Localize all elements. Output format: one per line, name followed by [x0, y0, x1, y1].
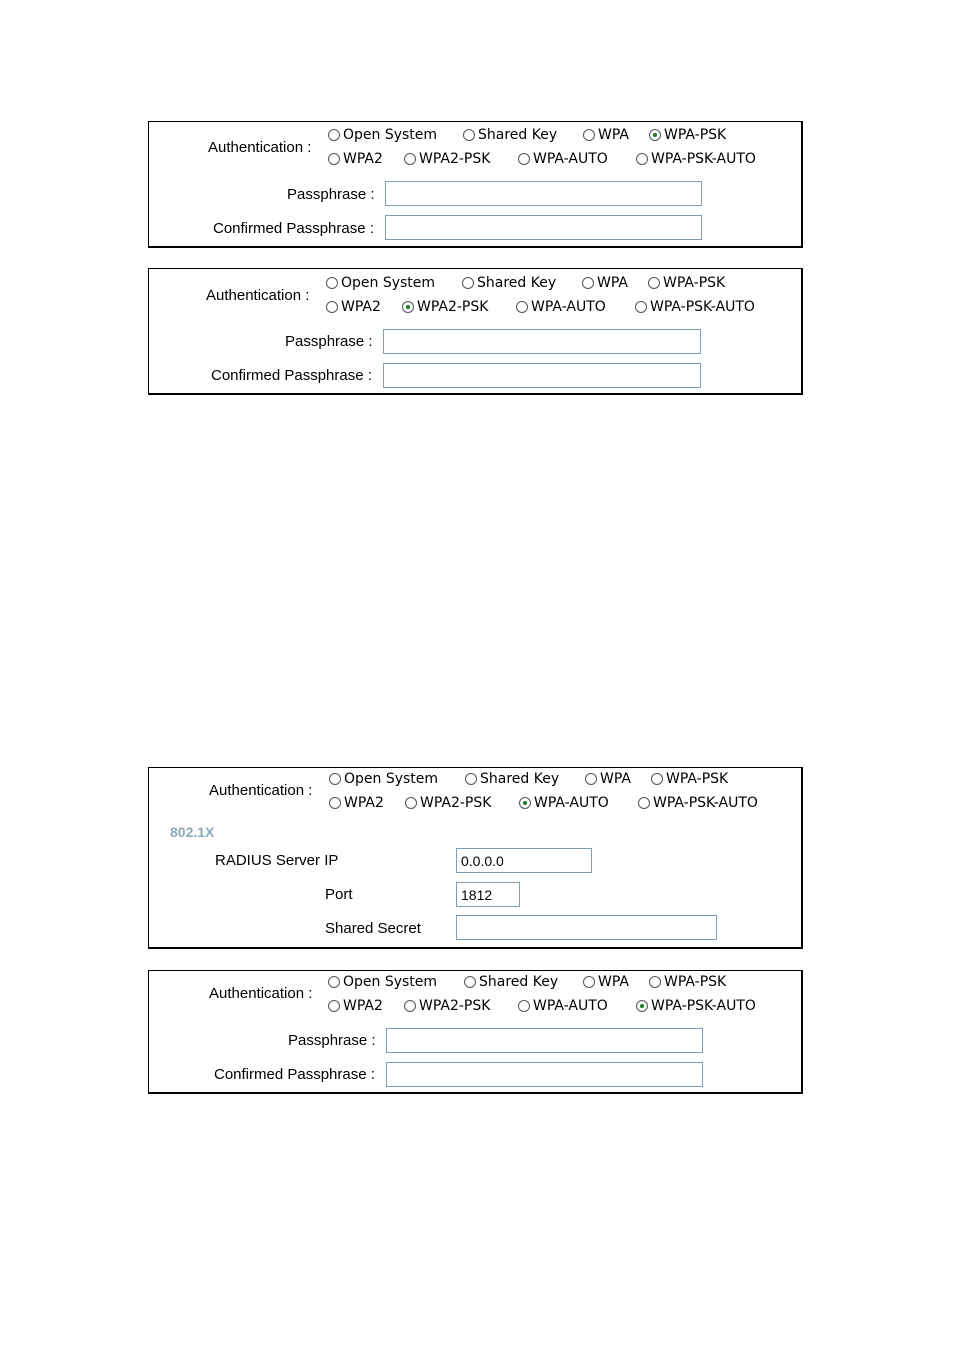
radio-wpa-auto[interactable]: WPA-AUTO [518, 998, 608, 1014]
radio-selected-icon [636, 1000, 648, 1012]
radio-icon [638, 797, 650, 809]
radio-wpa[interactable]: WPA [583, 974, 629, 990]
radio-icon [583, 976, 595, 988]
radio-wpa-psk[interactable]: WPA-PSK [651, 771, 728, 787]
radio-wpa-psk-auto[interactable]: WPA-PSK-AUTO [635, 299, 755, 315]
radio-icon [328, 129, 340, 141]
radio-icon [649, 976, 661, 988]
authentication-label: Authentication : [209, 782, 313, 799]
radio-icon [648, 277, 660, 289]
radio-selected-icon [519, 797, 531, 809]
radio-wpa2-psk[interactable]: WPA2-PSK [404, 998, 490, 1014]
radio-wpa2[interactable]: WPA2 [328, 998, 383, 1014]
radio-wpa2-psk[interactable]: WPA2-PSK [402, 299, 488, 315]
radio-icon [465, 773, 477, 785]
radio-selected-icon [402, 301, 414, 313]
radio-open-system[interactable]: Open System [328, 974, 437, 990]
radio-icon [328, 1000, 340, 1012]
radio-icon [326, 277, 338, 289]
passphrase-label: Passphrase : [288, 1032, 376, 1049]
radio-wpa-psk-auto[interactable]: WPA-PSK-AUTO [636, 998, 756, 1014]
passphrase-input[interactable] [383, 329, 701, 354]
radio-icon [518, 1000, 530, 1012]
radio-icon [636, 153, 648, 165]
radius-server-ip-input[interactable] [456, 848, 592, 873]
radio-wpa-psk[interactable]: WPA-PSK [648, 275, 725, 291]
radio-wpa2[interactable]: WPA2 [329, 795, 384, 811]
wpa-psk-auto-panel [148, 970, 803, 1094]
radio-icon [328, 153, 340, 165]
shared-secret-label: Shared Secret [325, 920, 421, 937]
radio-open-system[interactable]: Open System [328, 127, 437, 143]
radio-wpa[interactable]: WPA [582, 275, 628, 291]
radio-wpa-psk[interactable]: WPA-PSK [649, 974, 726, 990]
shared-secret-input[interactable] [456, 915, 717, 940]
confirmed-passphrase-label: Confirmed Passphrase : [214, 1066, 375, 1083]
section-title-802-1x: 802.1X [170, 824, 215, 840]
radio-icon [585, 773, 597, 785]
radio-icon [516, 301, 528, 313]
radio-icon [651, 773, 663, 785]
radio-wpa[interactable]: WPA [585, 771, 631, 787]
passphrase-input[interactable] [385, 181, 702, 206]
radio-icon [405, 797, 417, 809]
radio-wpa-psk-auto[interactable]: WPA-PSK-AUTO [638, 795, 758, 811]
radio-shared-key[interactable]: Shared Key [463, 127, 557, 143]
radio-icon [329, 797, 341, 809]
radio-icon [463, 129, 475, 141]
radio-wpa2-psk[interactable]: WPA2-PSK [405, 795, 491, 811]
wpa-auto-panel [148, 767, 803, 949]
passphrase-input[interactable] [386, 1028, 703, 1053]
radio-icon [462, 277, 474, 289]
radio-icon [328, 976, 340, 988]
radio-wpa-auto[interactable]: WPA-AUTO [516, 299, 606, 315]
port-label: Port [325, 886, 353, 903]
radio-wpa2[interactable]: WPA2 [326, 299, 381, 315]
confirmed-passphrase-input[interactable] [385, 215, 702, 240]
authentication-label: Authentication : [206, 287, 310, 304]
radio-open-system[interactable]: Open System [326, 275, 435, 291]
confirmed-passphrase-input[interactable] [383, 363, 701, 388]
radio-shared-key[interactable]: Shared Key [465, 771, 559, 787]
radio-icon [464, 976, 476, 988]
radio-wpa-auto[interactable]: WPA-AUTO [518, 151, 608, 167]
passphrase-label: Passphrase : [285, 333, 373, 350]
wpa-psk-panel [148, 121, 803, 248]
radio-shared-key[interactable]: Shared Key [464, 974, 558, 990]
radius-server-ip-label: RADIUS Server IP [215, 852, 339, 869]
radio-wpa[interactable]: WPA [583, 127, 629, 143]
authentication-label: Authentication : [208, 139, 312, 156]
port-input[interactable] [456, 882, 520, 907]
radio-icon [326, 301, 338, 313]
radio-icon [518, 153, 530, 165]
radio-wpa-auto[interactable]: WPA-AUTO [519, 795, 609, 811]
confirmed-passphrase-label: Confirmed Passphrase : [213, 220, 374, 237]
confirmed-passphrase-label: Confirmed Passphrase : [211, 367, 372, 384]
radio-wpa-psk-auto[interactable]: WPA-PSK-AUTO [636, 151, 756, 167]
radio-wpa2-psk[interactable]: WPA2-PSK [404, 151, 490, 167]
confirmed-passphrase-input[interactable] [386, 1062, 703, 1087]
passphrase-label: Passphrase : [287, 186, 375, 203]
radio-icon [404, 153, 416, 165]
radio-wpa-psk[interactable]: WPA-PSK [649, 127, 726, 143]
radio-icon [635, 301, 647, 313]
radio-icon [329, 773, 341, 785]
radio-shared-key[interactable]: Shared Key [462, 275, 556, 291]
radio-icon [404, 1000, 416, 1012]
radio-wpa2[interactable]: WPA2 [328, 151, 383, 167]
radio-icon [583, 129, 595, 141]
wpa2-psk-panel [148, 268, 803, 395]
radio-selected-icon [649, 129, 661, 141]
radio-icon [582, 277, 594, 289]
authentication-label: Authentication : [209, 985, 313, 1002]
radio-open-system[interactable]: Open System [329, 771, 438, 787]
